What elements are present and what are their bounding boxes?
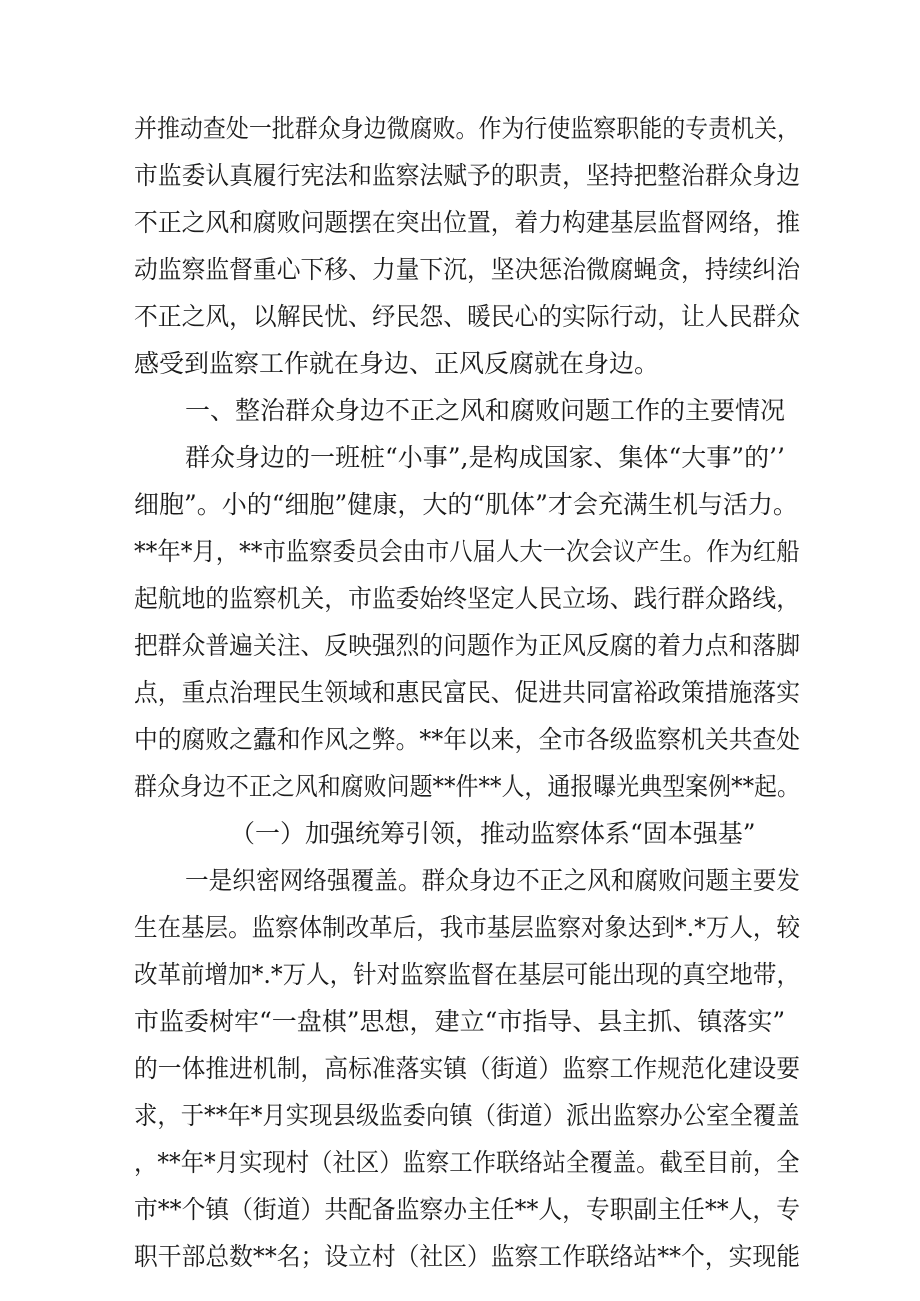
body-line: 点，重点治理民生领域和惠民富民、促进共同富裕政策措施落实 bbox=[134, 678, 800, 707]
body-line: 市监委认真履行宪法和监察法赋予的职责，坚持把整治群众身边 bbox=[134, 161, 800, 190]
body-line: 把群众普遍关注、反映强烈的问题作为正风反腐的着力点和落脚 bbox=[134, 631, 800, 660]
body-line: **年*月，**市监察委员会由市八届人大一次会议产生。作为红船 bbox=[134, 537, 800, 566]
body-line: 中的腐败之蠹和作风之弊。**年以来，全市各级监察机关共查处 bbox=[134, 725, 800, 754]
body-line: 动监察监督重心下移、力量下沉，坚决惩治微腐蝇贪，持续纠治 bbox=[134, 255, 800, 284]
body-line: 市**个镇（街道）共配备监察办主任**人，专职副主任**人，专 bbox=[134, 1195, 800, 1224]
body-line: 群众身边不正之风和腐败问题**件**人，通报曝光典型案例**起。 bbox=[134, 772, 800, 801]
body-line: 职干部总数**名；设立村（社区）监察工作联络站**个，实现能 bbox=[134, 1242, 800, 1271]
body-line: 感受到监察工作就在身边、正风反腐就在身边。 bbox=[134, 349, 660, 378]
body-line: 一是织密网络强覆盖。群众身边不正之风和腐败问题主要发 bbox=[185, 866, 801, 895]
body-line: 不正之风和腐败问题摆在突出位置，着力构建基层监督网络，推 bbox=[134, 208, 800, 237]
body-line: 群众身边的一班桩“小事”,是构成国家、集体“大事”的’’ bbox=[185, 443, 785, 472]
body-line: 市监委树牢“一盘棋”思想，建立“市指导、县主抓、镇落实” bbox=[134, 1007, 786, 1036]
subsection-heading: （一）加强统筹引领，推动监察体系“固本强基” bbox=[230, 819, 756, 848]
body-line: 细胞”。小的“细胞”健康，大的“肌体”才会充满生机与活力。 bbox=[134, 490, 798, 519]
body-line: 求，于**年*月实现县级监委向镇（街道）派出监察办公室全覆盖 bbox=[134, 1101, 800, 1130]
body-line: 并推动查处一批群众身边微腐败。作为行使监察职能的专责机关， bbox=[134, 114, 800, 143]
body-line: 不正之风，以解民忧、纾民怨、暖民心的实际行动，让人民群众 bbox=[134, 302, 800, 331]
body-line: 生在基层。监察体制改革后，我市基层监察对象达到*.*万人，较 bbox=[134, 913, 800, 942]
body-line: 的一体推进机制，高标准落实镇（街道）监察工作规范化建设要 bbox=[134, 1054, 800, 1083]
body-line: 起航地的监察机关，市监委始终坚定人民立场、践行群众路线， bbox=[134, 584, 800, 613]
body-line: ，**年*月实现村（社区）监察工作联络站全覆盖。截至目前，全 bbox=[134, 1148, 800, 1177]
section-heading: 一、整治群众身边不正之风和腐败问题工作的主要情况 bbox=[185, 396, 786, 425]
body-line: 改革前增加*.*万人，针对监察监督在基层可能出现的真空地带， bbox=[134, 960, 800, 989]
